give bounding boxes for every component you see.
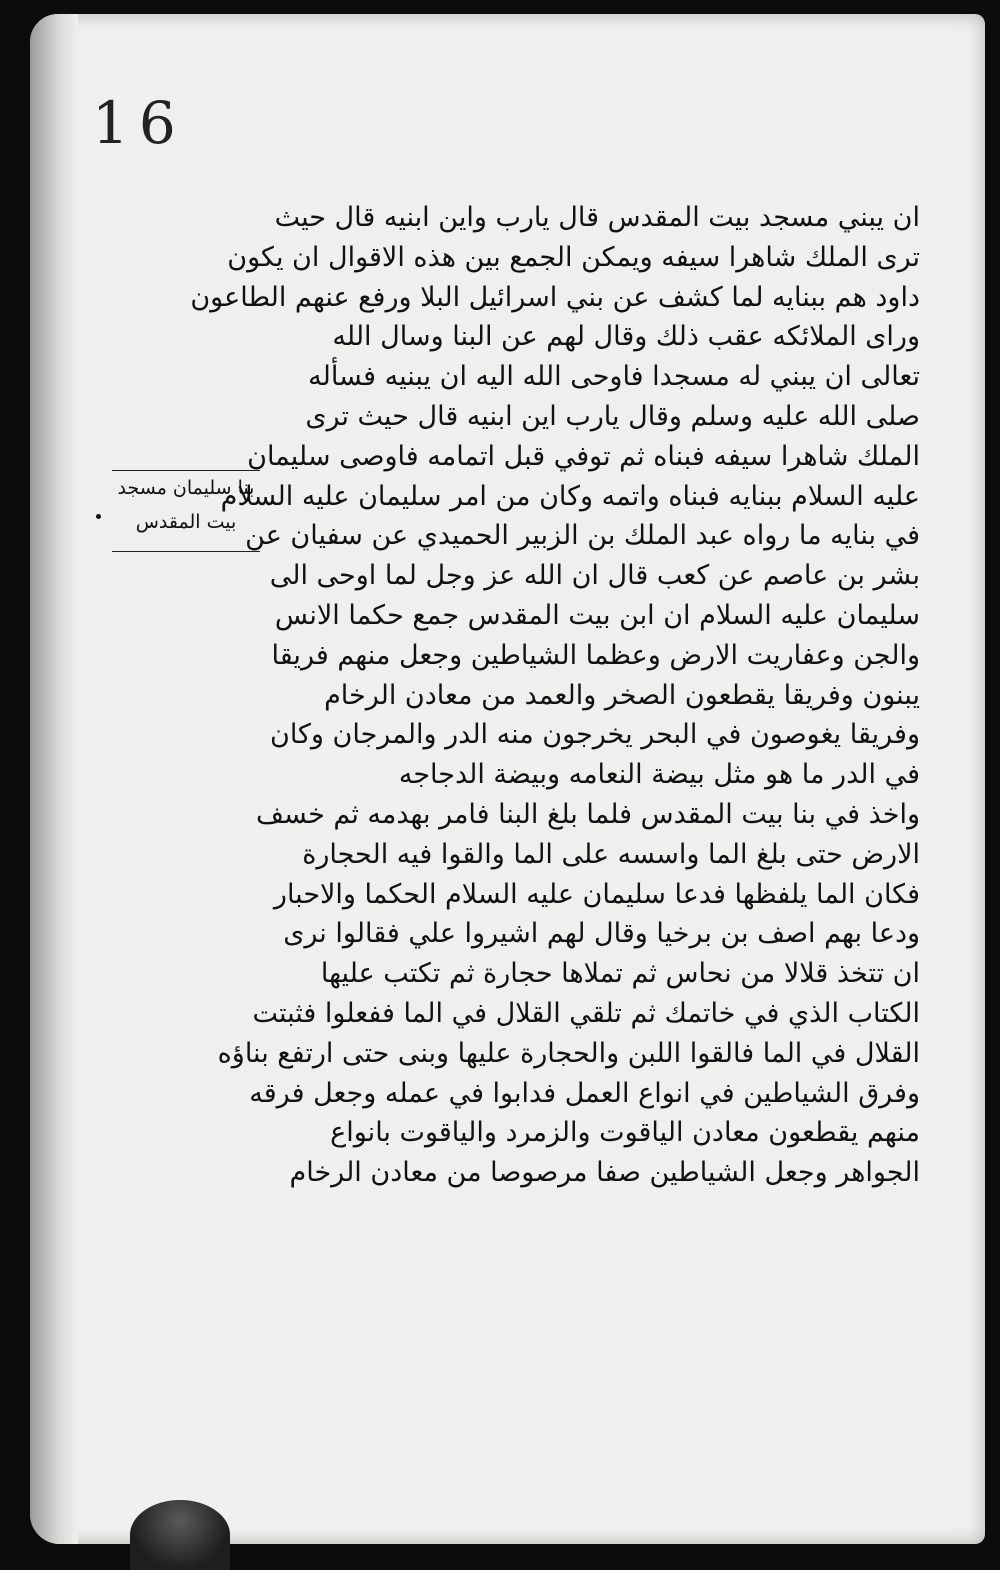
text-line: وفريقا يغوصون في البحر يخرجون منه الدر والمرجان وكان [269,719,920,751]
text-line: الارض حتى بلغ الما واسسه على الما والقوا فيه الحجارة [302,838,920,870]
text-line: في بنايه ما رواه عبد الملك بن الزبير الحميدي عن سفيان عن [245,520,920,552]
text-line: بشر بن عاصم عن كعب قال ان الله عز وجل لما اوحى الى [269,560,920,592]
text-line: صلى الله عليه وسلم وقال يارب اين ابنيه قال حيث ترى [305,400,920,432]
text-line: الكتاب الذي في خاتمك ثم تلقي القلال في الما ففعلوا فثبتت [252,997,920,1029]
text-line: وفرق الشياطين في انواع العمل فدابوا في عمله وجعل فرقه [249,1077,920,1109]
text-line: فكان الما يلفظها فدعا سليمان عليه السلام الحكما والاحبار [273,878,920,910]
text-line: منهم يقطعون معادن الياقوت والزمرد والياقوت بانواع [330,1117,920,1149]
text-line: ان تتخذ قلالا من نحاس ثم تملاها حجارة ثم تكتب عليها [320,958,920,990]
text-line: الجواهر وجعل الشياطين صفا مرصوصا من معادن الرخام [289,1157,920,1189]
page-gutter-shadow [30,14,78,1544]
text-line: والجن وعفاريت الارض وعظما الشياطين وجعل منهم فريقا [271,639,920,671]
manuscript-text-block [190,198,920,1368]
text-line: في الدر ما هو مثل بيضة النعامه وبيضة الدجاجه [398,759,920,791]
margin-note-line: بنا سليمان مسجد [117,477,255,499]
text-line: عليه السلام ببنايه فبناه واتمه وكان من امر سليمان عليه السلام [220,480,920,512]
margin-note-line: بيت المقدس [135,511,237,533]
text-line: واخذ في بنا بيت المقدس فلما بلغ البنا فامر بهدمه ثم خسف [256,798,920,830]
page-number: 16 [92,89,186,157]
text-line: وراى الملائكه عقب ذلك وقال لهم عن البنا وسال الله [332,321,920,353]
text-line: داود هم ببنايه لما كشف عن بني اسرائيل البلا ورفع عنهم الطاعون [190,281,920,313]
text-line: الملك شاهرا سيفه فبناه ثم توفي قبل اتمامه فاوصى سليمان [247,440,920,472]
text-line: القلال في الما فالقوا اللبن والحجارة عليها وبنى حتى ارتفع بناؤه [217,1037,920,1069]
text-line: تعالى ان يبني له مسجدا فاوحى الله اليه ان يبنيه فسأله [308,361,920,393]
text-line: ودعا بهم اصف بن برخيا وقال لهم اشيروا علي فقالوا نرى [283,918,920,950]
text-line: يبنون وفريقا يقطعون الصخر والعمد من معادن الرخام [324,679,920,711]
thumb-shadow [130,1500,230,1570]
text-line: ان يبني مسجد بيت المقدس قال يارب واين ابنيه قال حيث [274,202,920,233]
text-line: سليمان عليه السلام ان ابن بيت المقدس جمع حكما الانس [274,599,920,631]
margin-dot [96,514,101,519]
text-line: ترى الملك شاهرا سيفه ويمكن الجمع بين هذه الاقوال ان يكون [227,241,920,273]
